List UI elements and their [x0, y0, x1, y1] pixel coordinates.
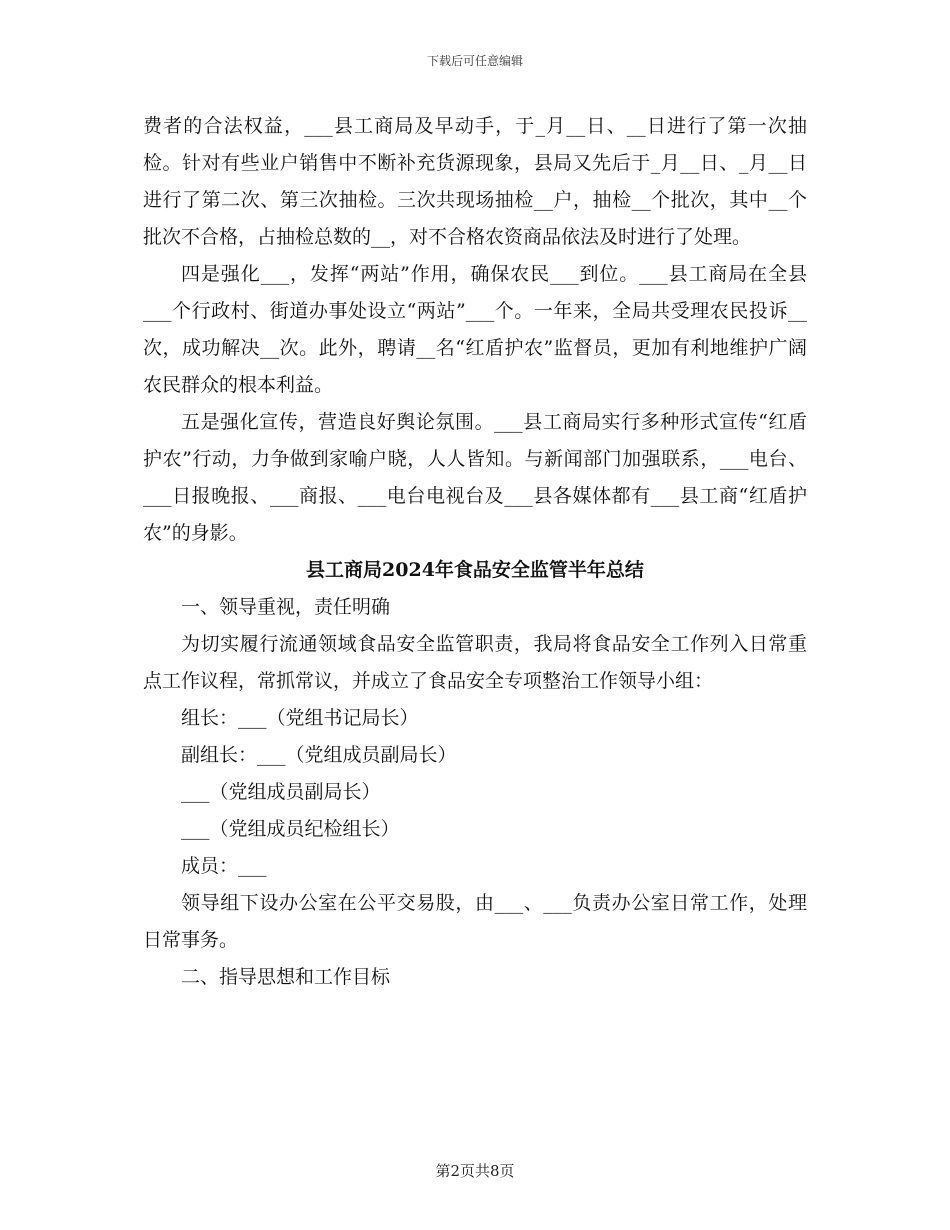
list-item-leader: 组长：___（党组书记局长）	[181, 707, 419, 729]
paragraph-two-stations: 四是强化___，发挥“两站”作用，确保农民___到位。___县工商局在全县___个行政村、街道办事处设立“两站”___个。一年来，全局共受理农民投诉__次，成功解决__次。此外，聘请__名“红盾护农”监督员，更加有利地维护广阔农民群众的根本利益。	[143, 263, 807, 396]
list-item-members: 成员：___	[181, 855, 267, 877]
paragraph-publicity: 五是强化宣传，营造良好舆论氛围。___县工商局实行多种形式宣传“红盾护农”行动，力争做到家喻户晓，人人皆知。与新闻部门加强联系，___电台、___日报晚报、___商报、___电台电视台及___县各媒体都有___县工商“红盾护农”的身影。	[143, 411, 807, 544]
page-header: 下载后可任意编辑	[426, 54, 523, 68]
list-item-discipline-leader: ___（党组成员纪检组长）	[181, 818, 400, 840]
list-item-deputy-leader: 副组长：___（党组成员副局长）	[181, 744, 457, 766]
document-body	[143, 108, 807, 996]
heading-guiding-ideology: 二、指导思想和工作目标	[181, 966, 391, 988]
list-item-deputy-director: ___（党组成员副局长）	[181, 781, 381, 803]
paragraph-food-safety-duty: 为切实履行流通领域食品安全监管职责，我局将食品安全工作列入日常重点工作议程，常抓常议，并成立了食品安全专项整治工作领导小组：	[143, 633, 807, 692]
paragraph-office: 领导组下设办公室在公平交易股，由___、___负责办公室日常工作，处理日常事务。	[143, 892, 807, 951]
section-title: 县工商局2024年食品安全监管半年总结	[306, 559, 644, 581]
paragraph-consumer-rights: 费者的合法权益，___县工商局及早动手，于_月__日、__日进行了第一次抽检。针对有些业户销售中不断补充货源现象，县局又先后于_月__日、_月__日进行了第二次、第三次抽检。三次共现场抽检__户，抽检__个批次，其中__个批次不合格，占抽检总数的__，对不合格农资商品依法及时进行了处理。	[143, 115, 807, 248]
page-footer: 第2页共8页	[435, 1162, 515, 1180]
heading-leadership: 一、领导重视，责任明确	[181, 596, 391, 618]
